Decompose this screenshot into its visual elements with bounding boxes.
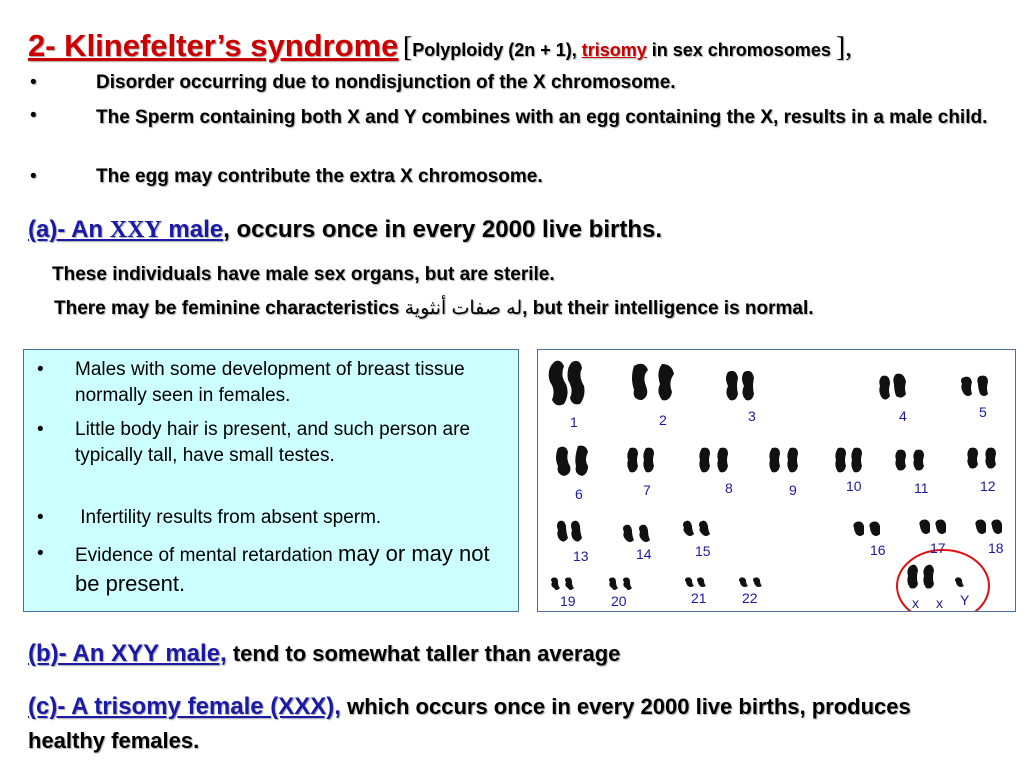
chromosome-pair-9 — [769, 448, 780, 473]
chromosome-label: 17 — [930, 540, 946, 556]
chromosome-pair-6 — [575, 446, 588, 476]
box-bullet-text: Males with some development of breast tissue normally seen in females. — [75, 359, 465, 406]
chromosome-label: 22 — [742, 590, 758, 606]
bullet-glyph: • — [30, 72, 37, 93]
chromosome-pair-13 — [571, 521, 582, 542]
chromosome-label: 19 — [560, 593, 576, 609]
feminine-end: , but their intelligence is normal. — [522, 298, 814, 319]
title-bracket-open: [ — [402, 32, 413, 63]
karyotype-image — [537, 349, 1016, 612]
bullet-glyph: • — [30, 166, 37, 187]
bullet-glyph: • — [37, 419, 44, 440]
chromosome-pair-8 — [699, 448, 710, 473]
top-bullet-text: The Sperm containing both X and Y combines with an egg containing the X, results in a male child. — [96, 107, 988, 128]
chromosome-pair-12 — [967, 448, 978, 469]
a-rest: , occurs once in every 2000 live births. — [223, 216, 663, 243]
chromosome-label: 10 — [846, 478, 862, 494]
chromosome-label: 13 — [573, 548, 589, 564]
a-xxy: XXY — [109, 217, 162, 243]
chromosome-pair-15 — [683, 521, 694, 536]
top-bullet-text: Disorder occurring due to nondisjunction of the X chromosome. — [96, 72, 676, 93]
chromosome-pair-3 — [742, 371, 754, 401]
chromosome-pair-13 — [557, 521, 568, 542]
b-rest: tend to somewhat taller than average — [226, 641, 621, 666]
chromosome-label: 14 — [636, 546, 652, 562]
chromosome-label: 9 — [789, 482, 797, 498]
sex-chromosome-label: x — [912, 595, 919, 611]
xxx-female-line — [28, 690, 988, 758]
chromosome-pair-17 — [919, 520, 930, 535]
chromosome-label: 5 — [979, 404, 987, 420]
title-paren-text: Polyploidy (2n + 1), — [412, 40, 582, 60]
chromosome-pair-3 — [726, 371, 738, 401]
bullet-glyph: • — [37, 543, 44, 564]
chromosome-pair-11 — [895, 450, 906, 471]
chromosome-pair-4 — [893, 374, 906, 398]
chromosome-label: 18 — [988, 540, 1004, 556]
sex-chromosome-label: Y — [960, 592, 970, 608]
a-prefix: (a)- An — [28, 216, 110, 243]
chromosome-pair-11 — [913, 450, 924, 471]
chromosome-pair-9 — [787, 448, 798, 473]
title-bracket-close: ], — [835, 32, 853, 63]
c-prefix: (c)- A trisomy female (XXX), — [28, 693, 341, 720]
chromosome-label: 15 — [695, 543, 711, 559]
slide-title — [28, 28, 852, 64]
chromosome-pair-21 — [697, 577, 706, 587]
chromosome-pair-21 — [685, 577, 694, 587]
box-bullet-emphasis: may or may not be present. — [75, 541, 490, 596]
chromosome-label: 11 — [914, 480, 929, 496]
chromosome-pair-8 — [717, 448, 728, 473]
chromosome-label: 21 — [691, 590, 707, 606]
chromosome-pair-5 — [977, 376, 988, 396]
chromosome-pair-17 — [935, 520, 946, 535]
chromosome-label: 16 — [870, 542, 886, 558]
box-bullet-text: Evidence of mental retardation — [75, 545, 338, 566]
chromosome-pair-18 — [991, 520, 1002, 535]
b-prefix: (b)- An XYY male, — [28, 640, 227, 667]
chromosome-pair-22 — [753, 577, 762, 587]
chromosome-pair-16 — [869, 522, 880, 537]
xyy-male-line — [28, 640, 620, 668]
chromosome-pair-7 — [627, 448, 638, 473]
chromosome-label: 20 — [611, 593, 627, 609]
chromosome-pair-5 — [961, 377, 972, 396]
chromosome-pair-14 — [639, 525, 650, 542]
feminine-start: There may be feminine characteristics — [54, 298, 405, 319]
x-chromosome — [907, 565, 918, 589]
chromosome-label: 6 — [575, 486, 583, 502]
chromosome-pair-19 — [551, 578, 560, 591]
chromosome-pair-12 — [985, 448, 996, 469]
chromosome-label: 8 — [725, 480, 733, 496]
chromosome-pair-4 — [879, 376, 890, 400]
chromosome-pair-18 — [975, 520, 986, 535]
chromosome-label: 1 — [570, 414, 578, 430]
arabic-text: له صفات أنثوية — [404, 298, 523, 319]
chromosome-pair-6 — [556, 447, 570, 476]
chromosome-pair-7 — [643, 448, 654, 473]
chromosome-pair-1 — [549, 361, 568, 406]
symptoms-box — [23, 349, 519, 612]
title-trisomy: trisomy — [581, 40, 647, 60]
sterile-line: These individuals have male sex organs, but are sterile. — [52, 264, 555, 285]
a-male: male — [161, 216, 224, 243]
xxy-male-heading — [28, 216, 662, 244]
chromosome-pair-14 — [623, 525, 634, 542]
chromosome-pair-20 — [609, 578, 618, 591]
box-bullet-text: Infertility results from absent sperm. — [75, 507, 382, 528]
title-main: 2- Klinefelter’s syndrome — [28, 28, 399, 63]
chromosome-pair-22 — [739, 577, 748, 587]
chromosome-pair-19 — [565, 578, 574, 591]
bullet-glyph: • — [37, 507, 44, 528]
top-bullet-text: The egg may contribute the extra X chromosome. — [96, 166, 543, 187]
chromosome-pair-10 — [835, 448, 846, 473]
chromosome-label: 2 — [659, 412, 667, 428]
chromosome-pair-10 — [851, 448, 862, 473]
bullet-glyph: • — [30, 105, 37, 126]
y-chromosome — [955, 577, 964, 587]
chromosome-label: 12 — [980, 478, 996, 494]
title-rest: in sex chromosomes — [646, 40, 836, 60]
box-bullet-text: Little body hair is present, and such person are typically tall, have small testes. — [75, 419, 471, 466]
x-chromosome — [923, 565, 934, 589]
chromosome-label: 4 — [899, 408, 907, 424]
feminine-line — [54, 297, 814, 320]
karyotype-drawing — [538, 350, 1015, 611]
chromosome-pair-1 — [568, 361, 585, 405]
chromosome-pair-2 — [658, 364, 674, 400]
bullet-glyph: • — [37, 359, 44, 380]
chromosome-pair-16 — [853, 522, 864, 537]
c-rest: which occurs once in every 2000 live births, produces healthy females. — [28, 694, 911, 753]
chromosome-pair-15 — [699, 521, 710, 536]
chromosome-pair-20 — [623, 578, 632, 591]
chromosome-label: 3 — [748, 408, 756, 424]
chromosome-pair-2 — [632, 364, 648, 400]
chromosome-label: 7 — [643, 482, 651, 498]
sex-chromosome-label: x — [936, 595, 943, 611]
